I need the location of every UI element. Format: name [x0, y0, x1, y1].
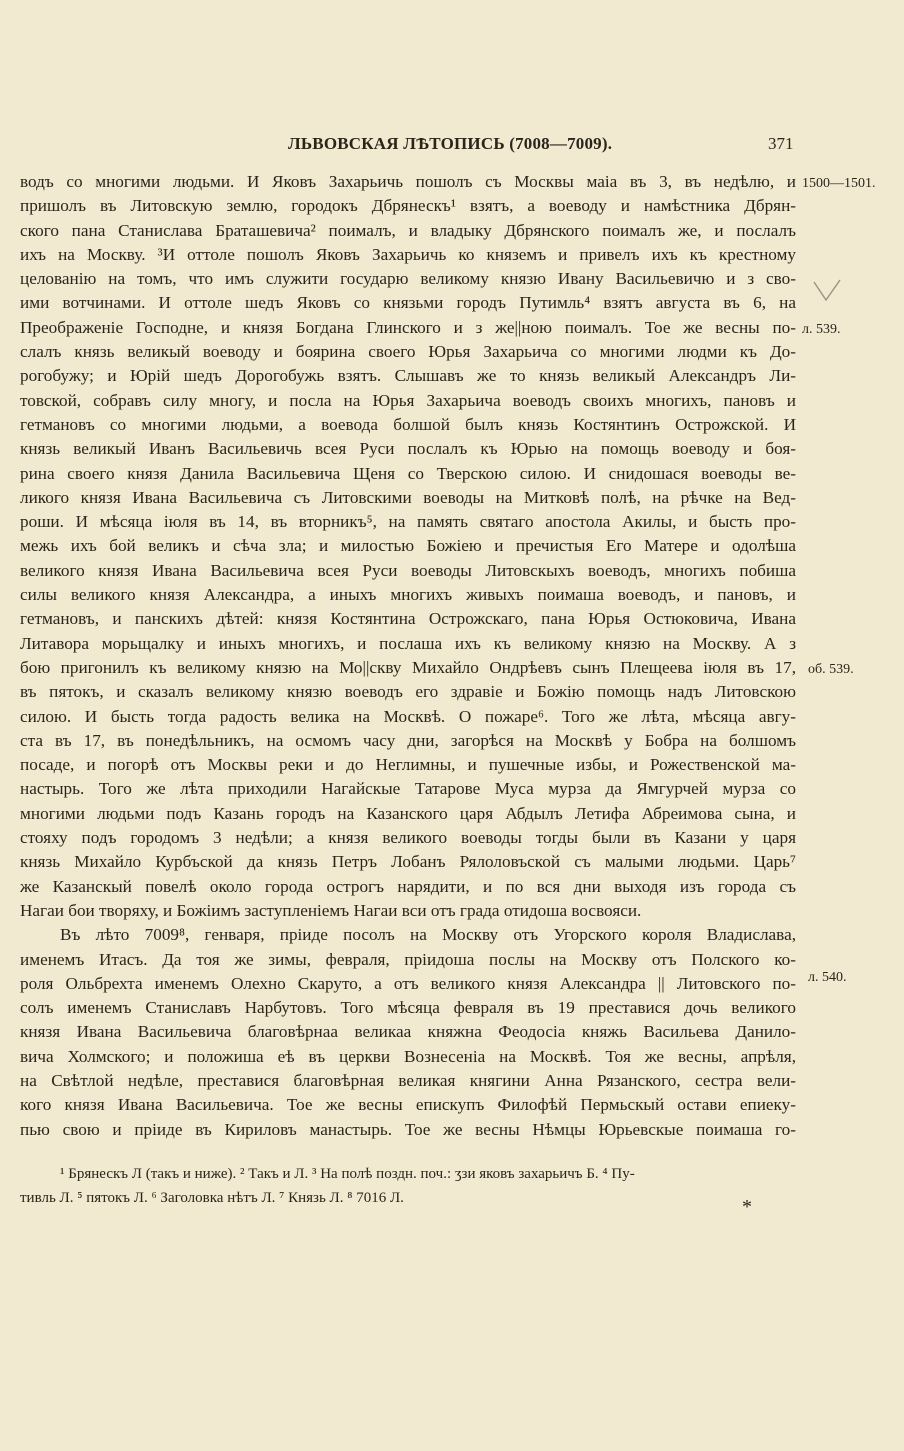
text-line: ского пана Станислава Браташевича² поималъ, и владыку Дбрянского поималъ же, и послалъ	[20, 220, 796, 240]
text-line: многими людьми подъ Казань городъ на Казанского царя Абдылъ Летифа Абреимова сына, и	[20, 803, 796, 823]
text-line: кого князя Ивана Васильевича. Тое же весны епискупъ Филофѣй Пермьскый остави епиеку-	[20, 1095, 796, 1115]
text-line: Литавора морьщалку и иныхъ многихъ, и послаша ихъ къ великому князю на Москву. А з	[20, 633, 796, 653]
text-line: роля Ольбрехта именемъ Олехно Скаруто, а отъ великого князя Александра || Литовского по-	[20, 973, 796, 993]
text-line: Въ лѣто 7009⁸, генваря, пріиде посолъ на Москву отъ Угорского короля Владислава,	[60, 925, 796, 945]
text-line: бою пригонилъ къ великому князю на Мо||скву Михайло Ондрѣевъ сынъ Плещеева іюля въ 17,	[20, 657, 796, 677]
running-title: ЛЬВОВСКАЯ ЛѢТОПИСЬ (7008—7009).	[288, 134, 613, 153]
text-line: силою. И бысть тогда радость велика на Москвѣ. О пожаре⁶. Того же лѣта, мѣсяца авгу-	[20, 706, 796, 726]
text-line: настырь. Того же лѣта приходили Нагайскые Татарове Муса мурза да Ямгурчей мурза со	[20, 779, 796, 799]
asterisk-mark: *	[742, 1196, 752, 1218]
footnote-line: ¹ Брянескъ Л (такъ и ниже). ² Такъ и Л. ³ На полѣ поздн. поч.: ʒзи яковъ захарьичъ Б. ⁴ Пу-	[60, 1166, 635, 1182]
text-line: гетмановъ со многими людьми, а воевода болшой былъ князь Костянтинъ Острожской. И	[20, 414, 796, 434]
text-line: князь Михайло Курбъской да князь Петръ Лобанъ Рялоловъской съ малыми людьми. Царь⁷	[20, 852, 796, 872]
footnotes	[20, 1162, 796, 1210]
text-line: целованію на томъ, что имъ служити государю великому князю Ивану Васильевичю и з сво-	[20, 269, 796, 289]
text-line: роши. И мѣсяца іюля въ 14, въ вторникъ⁵, на память святаго апостола Акилы, и бысть про-	[20, 512, 796, 532]
margin-note-folio: л. 540.	[808, 970, 847, 985]
text-line: же Казанскый повелѣ около города острогъ нарядити, и по вся дни выходя изъ города съ	[20, 876, 796, 896]
text-line: князь великый Иванъ Васильевичь всея Руси послалъ къ Юрью на помощь воеводу и боя-	[20, 439, 796, 459]
text-line: ста въ 17, въ понедѣльникъ, на осмомъ часу дни, загорѣся на Москвѣ у Бобра на болшомъ	[20, 730, 796, 750]
text-line: вича Холмского; и положиша еѣ въ церкви Вознесеніа на Москвѣ. Тоя же весны, апрѣля,	[20, 1046, 796, 1066]
text-line: товской, собравъ силу многу, и посла на Юрья Захарьича воеводъ своихъ многихъ, пановъ и	[20, 390, 796, 410]
pencil-check-mark	[812, 278, 842, 306]
text-line: силы великого князя Александра, а иныхъ многихъ живыхъ поимаша воеводъ, и пановъ, и	[20, 585, 796, 605]
text-line: водъ со многими людьми. И Яковъ Захарьичь пошолъ съ Москвы маіа въ 3, въ недѣлю, и	[20, 172, 796, 191]
text-line: ими вотчинами. И оттоле шедъ Яковъ со князьми городъ Путимль⁴ взятъ августа въ 6, на	[20, 293, 796, 313]
text-line: князя Ивана Васильевича благовѣрнаа великаа княжна Феодосіа княжь Васильева Данило-	[20, 1022, 796, 1042]
text-line: ликого князя Ивана Васильевича съ Литовскими воеводы на Митковѣ полѣ, на рѣчке на Вед-	[20, 487, 796, 507]
text-line: гетмановъ, и панскихъ дѣтей: князя Костянтина Острожскаго, пана Юрья Остюковича, Ивана	[20, 609, 796, 629]
text-line: пришолъ въ Литовскую землю, городокъ Дбрянескъ¹ взятъ, а воеводу и намѣстника Дбрян-	[20, 196, 796, 216]
text-line: солъ именемъ Станиславъ Нарбутовъ. Того мѣсяца февраля въ 19 преставися дочь великого	[20, 998, 796, 1018]
margin-note-folio: л. 539.	[802, 322, 841, 337]
text-line: пью свою и пріиде въ Кириловъ манастырь. Тое же весны Нѣмцы Юрьевскые поимаша го-	[20, 1119, 796, 1139]
text-line: Преображеніе Господне, и князя Богдана Глинского и з же||ною поималъ. Тое же весны по-	[20, 317, 796, 337]
text-line: въ пятокъ, и сказалъ великому князю воеводъ его здравіе и Божію помощь надъ Литовскою	[20, 682, 796, 702]
footnote-line: тивль Л. ⁵ пятокъ Л. ⁶ Заголовка нѣтъ Л. ⁷ Князь Л. ⁸ 7016 Л.	[20, 1190, 404, 1206]
text-line: межь ихъ бой великъ и сѣча зла; и милостью Божіею и пречистыя Его Матере и одолѣша	[20, 536, 796, 556]
text-line: рина своего князя Данила Васильевича Щеня со Тверскою силою. И снидошася воеводы ве-	[20, 463, 796, 483]
margin-note-folio: об. 539.	[808, 662, 854, 677]
page-header	[0, 134, 904, 158]
text-line: ихъ на Москву. ³И оттоле пошолъ Яковъ Захарьичь ко княземъ и привелъ ихъ къ крестному	[20, 244, 796, 264]
text-line: именемъ Итасъ. Да тоя же зимы, февраля, пріидоша послы на Москву отъ Полского ко-	[20, 949, 796, 969]
text-line: великого князя Ивана Васильевича всея Руси воеводы Литовскыхъ воеводъ, многихъ побиша	[20, 560, 796, 580]
text-line: стояху подъ городомъ 3 недѣли; а князя великого воеводы тогды были въ Казани у царя	[20, 828, 796, 848]
text-line: слалъ князь великый воеводу и боярина своего Юрья Захарьича со многими людми къ До-	[20, 342, 796, 362]
text-line: на Свѣтлой недѣле, преставися благовѣрная великая княгини Анна Рязанского, сестра вели-	[20, 1070, 796, 1090]
text-line: Нагаи бои творяху, и Божіимъ заступленіемъ Нагаи вси отъ града отидоша восвояси.	[20, 900, 642, 920]
page-number: 371	[768, 134, 794, 153]
text-line: посаде, и погорѣ отъ Москвы реки и до Неглимны, и пушечные избы, и Рожественской ма-	[20, 755, 796, 775]
chronicle-text	[20, 170, 796, 1142]
text-line: рогобужу; и Юрій шедъ Дорогобужь взятъ. Слышавъ же то князь великый Александръ Ли-	[20, 366, 796, 386]
margin-note-years: 1500—1501.	[802, 176, 876, 191]
